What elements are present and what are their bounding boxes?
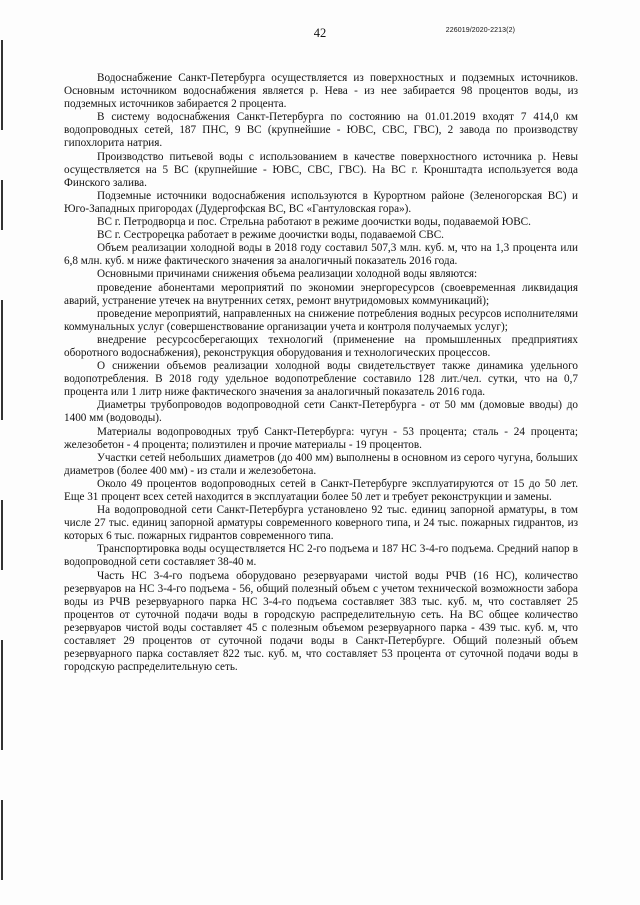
paragraph: Транспортировка воды осуществляется НС 2-го подъема и 187 НС 3-4-го подъема. Средний напор в водопроводной сети составляет 38-40 м. bbox=[64, 543, 578, 569]
scan-binding-edge bbox=[0, 0, 10, 905]
case-number: 226019/2020-2213(2) bbox=[445, 27, 515, 34]
paragraph: внедрение ресурсосберегающих технологий (применение на промышленных предприятиях оборотного водоснабжения), реконструкция оборудования и технологических процессов. bbox=[64, 333, 578, 359]
paragraph: проведение мероприятий, направленных на снижение потребления водных ресурсов исполнителями коммунальных услуг (совершенствование организации учета и контроля получаемых услуг); bbox=[64, 307, 578, 333]
paragraph: Производство питьевой воды с использованием в качестве поверхностного источника р. Невы осуществляется на 5 ВС (крупнейшие - ЮВС, СВС, ГВС). На ВС г. Кронштадта используется вода Финского залива. bbox=[64, 150, 578, 189]
paragraph: В систему водоснабжения Санкт-Петербурга по состоянию на 01.01.2019 входят 7 414,0 км водопроводных сетей, 187 ПНС, 9 ВС (крупнейшие - ЮВС, СВС, ГВС), 2 завода по производству гипохлорита натрия. bbox=[64, 111, 578, 150]
paragraph: Водоснабжение Санкт-Петербурга осуществляется из поверхностных и подземных источников. Основным источником водоснабжения является р. Нева - из нее забирается 98 процентов воды, из подземных источников забирается 2 процента. bbox=[64, 72, 578, 111]
paragraph: Подземные источники водоснабжения используются в Курортном районе (Зеленогорская ВС) и Юго-Западных пригородах (Дудергофская ВС, ВС «Гантуловская гора»). bbox=[64, 189, 578, 215]
paragraph: Часть НС 3-4-го подъема оборудовано резервуарами чистой воды РЧВ (16 НС), количество резервуаров на НС 3-4-го подъема - 56, общий полезный объем с учетом технической возможности забора воды из РЧВ резервуарного парка НС 3-4-го подъема составляет 383 тыс. куб. м, что составляет 25 процентов от суточной подачи воды в городскую распределительную сеть. На ВС общее количество резервуаров чистой воды составляет 45 с полезным объемом резервуарного парка - 439 тыс. куб. м, что составляет 29 процентов от суточной подачи воды в Санкт-Петербурге. Общий полезный объем резервуарного парка составляет 822 тыс. куб. м, что составляет 53 процента от суточной подачи воды в городскую распределительную сеть. bbox=[64, 569, 578, 674]
paragraph: Участки сетей небольших диаметров (до 400 мм) выполнены в основном из серого чугуна, больших диаметров (более 400 мм) - из стали и железобетона. bbox=[64, 451, 578, 477]
paragraph: Основными причинами снижения объема реализации холодной воды являются: bbox=[97, 268, 478, 281]
paragraph: Диаметры трубопроводов водопроводной сети Санкт-Петербурга - от 50 мм (домовые вводы) до 1400 мм (водоводы). bbox=[64, 399, 578, 425]
paragraph: ВС г. Петродворца и пос. Стрельна работают в режиме доочистки воды, подаваемой ЮВС. bbox=[97, 216, 531, 229]
document-body bbox=[64, 72, 578, 674]
paragraph: О снижении объемов реализации холодной воды свидетельствует также динамика удельного водопотребления. В 2018 году удельное водопотребление составило 128 лит./чел. сутки, что на 0,7 процента или 1 литр ниже фактического значения за аналогичный показатель 2016 года. bbox=[64, 360, 578, 399]
paragraph: проведение абонентами мероприятий по экономии энергоресурсов (своевременная ликвидация аварий, устранение утечек на внутренних сетях, ремонт внутридомовых коммуникаций); bbox=[64, 281, 578, 307]
paragraph: Материалы водопроводных труб Санкт-Петербурга: чугун - 53 процента; сталь - 24 процента; железобетон - 4 процента; полиэтилен и прочие материалы - 19 процентов. bbox=[64, 425, 578, 451]
paragraph: ВС г. Сестрорецка работает в режиме доочистки воды, подаваемой СВС. bbox=[97, 229, 444, 242]
paragraph: На водопроводной сети Санкт-Петербурга установлено 92 тыс. единиц запорной арматуры, в том числе 27 тыс. единиц запорной арматуры современного коверного типа, и 24 тыс. пожарных гидрантов, из которых 6 тыс. пожарных гидрантов современного типа. bbox=[64, 504, 578, 543]
paragraph: Объем реализации холодной воды в 2018 году составил 507,3 млн. куб. м, что на 1,3 процента или 6,8 млн. куб. м ниже фактического значения за аналогичный показатель 2016 года. bbox=[64, 242, 578, 268]
page-number: 42 bbox=[313, 26, 327, 40]
paragraph: Около 49 процентов водопроводных сетей в Санкт-Петербурге эксплуатируются от 15 до 50 лет. Еще 31 процент всех сетей находится в эксплуатации более 50 лет и требует реконструкции и замены. bbox=[64, 477, 578, 503]
